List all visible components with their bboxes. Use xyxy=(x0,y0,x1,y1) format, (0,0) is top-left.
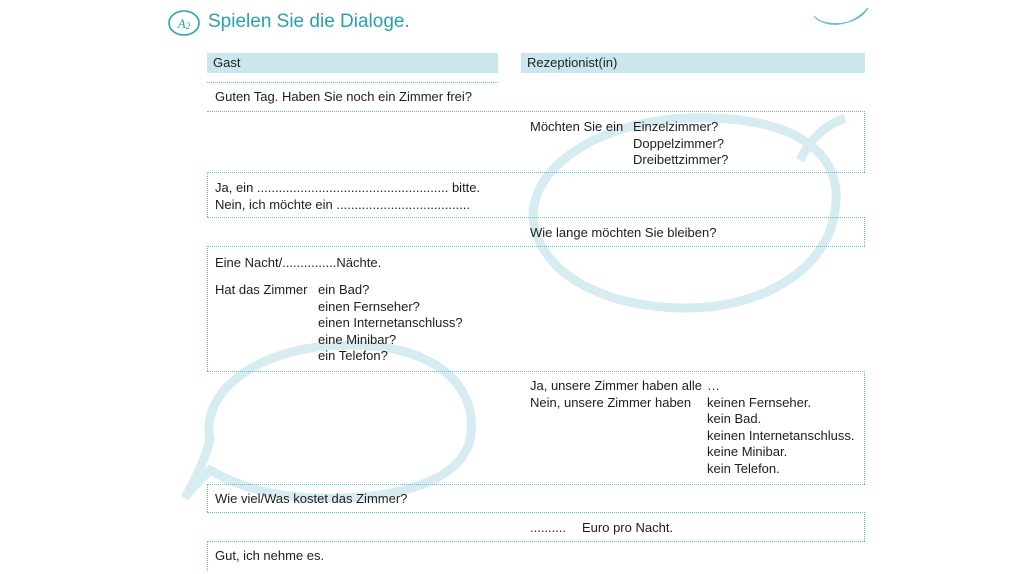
exercise-title: Spielen Sie die Dialoge. xyxy=(208,11,410,32)
option-minibar: eine Minibar? xyxy=(318,331,397,347)
divider xyxy=(207,371,865,372)
divider xyxy=(207,172,208,217)
divider xyxy=(207,82,498,83)
divider xyxy=(207,484,208,512)
header-guest: Gast xyxy=(207,53,498,73)
divider xyxy=(207,512,865,513)
divider xyxy=(207,246,208,371)
answer-no-bath: kein Bad. xyxy=(707,411,762,427)
divider xyxy=(207,246,865,247)
option-single-room: Einzelzimmer? xyxy=(633,119,719,134)
guest-line-3: Eine Nacht/...............Nächte. xyxy=(215,255,382,270)
option-double-room: Doppelzimmer? xyxy=(633,135,725,151)
divider xyxy=(207,217,865,218)
divider xyxy=(864,111,865,172)
receptionist-line-4: Euro pro Nacht. xyxy=(582,520,674,535)
receptionist-line-3a: Ja, unsere Zimmer haben alle xyxy=(530,378,702,393)
guest-line-2a: Ja, ein ..................................................... bitte. xyxy=(215,180,481,195)
exercise-badge xyxy=(167,9,201,37)
divider xyxy=(864,217,865,246)
swoosh-icon xyxy=(812,4,870,30)
answer-ellipsis: … xyxy=(707,378,720,393)
guest-line-4: Hat das Zimmer xyxy=(215,282,308,297)
receptionist-line-1: Möchten Sie ein xyxy=(530,119,624,134)
divider xyxy=(207,541,865,542)
header-receptionist: Rezeptionist(in) xyxy=(521,53,865,73)
svg-text:A2: A2 xyxy=(177,16,191,31)
answer-no-internet: keinen Internetanschluss. xyxy=(707,427,855,443)
divider xyxy=(207,541,208,571)
room-type-options xyxy=(633,119,728,169)
option-telephone: ein Telefon? xyxy=(318,348,388,364)
price-blank: .......... xyxy=(530,520,567,535)
divider xyxy=(207,484,865,485)
divider xyxy=(864,371,865,484)
divider xyxy=(864,512,865,541)
amenity-answers xyxy=(707,378,854,478)
receptionist-line-2: Wie lange möchten Sie bleiben? xyxy=(530,225,717,240)
divider xyxy=(207,111,865,112)
guest-line-2b: Nein, ich möchte ein ..................................... xyxy=(215,197,471,212)
option-internet: einen Internetanschluss? xyxy=(318,315,463,331)
option-tv: einen Fernseher? xyxy=(318,298,420,314)
option-triple-room: Dreibettzimmer? xyxy=(633,152,729,168)
answer-no-telephone: kein Telefon. xyxy=(707,460,780,476)
divider xyxy=(207,172,865,173)
guest-line-5: Wie viel/Was kostet das Zimmer? xyxy=(215,491,408,506)
receptionist-line-3b: Nein, unsere Zimmer haben xyxy=(530,395,692,410)
guest-line-6: Gut, ich nehme es. xyxy=(215,548,325,563)
option-bath: ein Bad? xyxy=(318,282,370,297)
answer-no-tv: keinen Fernseher. xyxy=(707,394,812,410)
answer-no-minibar: keine Minibar. xyxy=(707,444,788,460)
amenity-options xyxy=(318,282,463,365)
guest-line-1: Guten Tag. Haben Sie noch ein Zimmer frei? xyxy=(215,89,473,104)
